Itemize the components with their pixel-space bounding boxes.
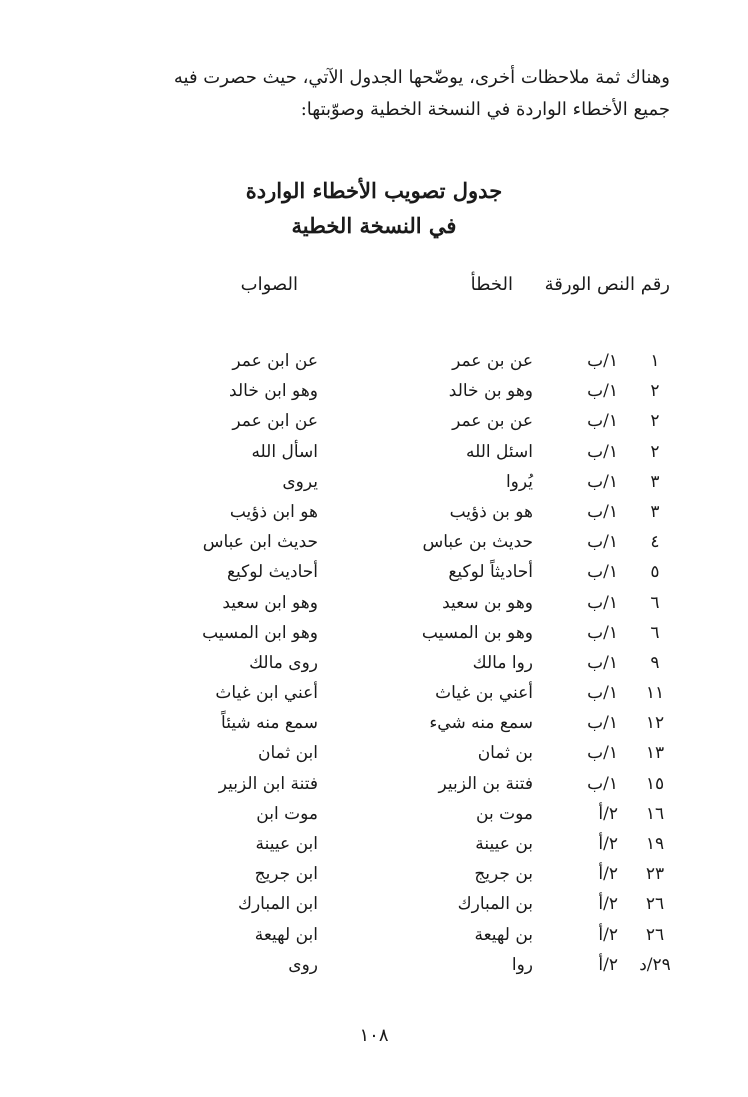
row-leaf: ١/ب	[587, 501, 618, 522]
row-number: ١٦	[645, 803, 665, 824]
table-row	[0, 683, 748, 713]
intro-line-1: وهناك ثمة ملاحظات أخرى، يوضّحها الجدول الآتي، حيث حصرت فيه	[173, 67, 670, 88]
page-number: ١٠٨	[359, 1025, 389, 1046]
row-correction: ابن لهيعة	[254, 924, 318, 945]
row-number: ١٣	[645, 743, 665, 764]
row-correction: ابن ثمان	[257, 743, 318, 764]
row-error: اسئل الله	[465, 441, 533, 462]
row-error: بن لهيعة	[474, 924, 533, 945]
row-leaf: ١/ب	[587, 622, 618, 643]
row-correction: روى مالك	[249, 652, 318, 673]
table-row	[0, 713, 748, 743]
row-number: ٦	[650, 592, 660, 613]
row-leaf: ١/ب	[587, 773, 618, 794]
table-row	[0, 925, 748, 955]
table-row	[0, 442, 748, 472]
row-error: فتنة بن الزبير	[438, 773, 533, 794]
table-row	[0, 955, 748, 985]
table-title	[0, 173, 748, 243]
row-error: روا مالك	[472, 652, 533, 673]
row-leaf: ١/ب	[587, 592, 618, 613]
intro-paragraph	[60, 62, 670, 126]
row-leaf: ١/ب	[587, 532, 618, 553]
table-row	[0, 894, 748, 924]
row-correction: ابن عيينة	[255, 834, 318, 854]
table-row	[0, 562, 748, 592]
row-number: ٦	[650, 622, 660, 643]
row-number: ١١	[645, 683, 665, 704]
row-error: موت بن	[476, 803, 533, 824]
table-row	[0, 653, 748, 683]
row-error: وهو بن المسيب	[421, 622, 533, 643]
row-error: سمع منه شيء	[429, 713, 533, 734]
table-row	[0, 472, 748, 502]
row-leaf: ١/ب	[587, 381, 618, 402]
table-title-line-2: في النسخة الخطية	[291, 213, 457, 238]
row-leaf: ٢/أ	[598, 954, 618, 975]
table-row	[0, 502, 748, 532]
row-error: أعني بن غياث	[435, 683, 533, 704]
intro-line-2: جميع الأخطاء الواردة في النسخة الخطية وصوّبتها:	[300, 99, 670, 120]
table-row	[0, 743, 748, 773]
row-leaf: ٢/أ	[598, 894, 618, 915]
row-number: ٢٩/د	[639, 954, 671, 975]
row-leaf: ١/ب	[587, 713, 618, 734]
table-row	[0, 834, 748, 864]
row-correction: اسأل الله	[251, 441, 318, 462]
row-correction: موت ابن	[256, 803, 318, 824]
row-number: ٤	[650, 532, 660, 553]
table-row	[0, 532, 748, 562]
table-body	[0, 351, 748, 985]
row-number: ١٢	[645, 713, 665, 734]
table-row	[0, 593, 748, 623]
row-number: ٣	[650, 471, 660, 492]
row-error: عن بن عمر	[452, 411, 533, 432]
row-number: ١	[650, 351, 660, 371]
row-error: وهو بن خالد	[448, 381, 533, 402]
row-correction: ابن جريج	[254, 864, 318, 885]
row-leaf: ٢/أ	[598, 834, 618, 854]
row-number: ٣	[650, 501, 660, 522]
row-leaf: ١/ب	[587, 441, 618, 462]
row-error: وهو بن سعيد	[442, 592, 533, 613]
row-error: حديث بن عباس	[422, 532, 533, 553]
row-number: ٥	[650, 562, 660, 583]
row-number: ٢٦	[645, 924, 665, 945]
row-leaf: ١/ب	[587, 411, 618, 432]
header-error: الخطأ	[470, 274, 513, 295]
row-number: ٩	[650, 652, 660, 673]
row-number: ٢	[650, 381, 660, 402]
row-error: روا	[511, 954, 533, 975]
row-leaf: ١/ب	[587, 743, 618, 764]
row-correction: أعني ابن غياث	[215, 683, 318, 704]
row-correction: وهو ابن خالد	[229, 381, 318, 402]
table-title-line-1: جدول تصويب الأخطاء الواردة	[245, 178, 503, 203]
row-number: ١٥	[645, 773, 665, 794]
table-row	[0, 381, 748, 411]
row-error: بن جريج	[474, 864, 533, 885]
row-error: عن بن عمر	[452, 351, 533, 371]
table-row	[0, 411, 748, 441]
table-row	[0, 623, 748, 653]
row-correction: وهو ابن سعيد	[222, 592, 318, 613]
row-correction: ابن المبارك	[237, 894, 318, 915]
row-leaf: ٢/أ	[598, 864, 618, 885]
row-leaf: ١/ب	[587, 351, 618, 371]
row-correction: روى	[288, 954, 318, 975]
row-leaf: ١/ب	[587, 683, 618, 704]
row-leaf: ١/ب	[587, 471, 618, 492]
row-number: ٢	[650, 441, 660, 462]
row-leaf: ١/ب	[587, 562, 618, 583]
table-row	[0, 351, 748, 381]
row-error: بن عيينة	[475, 834, 533, 854]
row-error: بن ثمان	[477, 743, 533, 764]
row-number: ١٩	[645, 834, 665, 854]
row-leaf: ٢/أ	[598, 924, 618, 945]
row-correction: يروى	[282, 471, 318, 492]
table-row	[0, 774, 748, 804]
header-correction: الصواب	[240, 274, 298, 295]
row-correction: هو ابن ذؤيب	[229, 501, 318, 522]
row-correction: فتنة ابن الزبير	[218, 773, 318, 794]
table-header-row	[0, 274, 748, 304]
row-correction: حديث ابن عباس	[202, 532, 318, 553]
row-correction: عن ابن عمر	[232, 411, 318, 432]
row-error: أحاديثاً لوكيع	[448, 562, 533, 583]
row-error: بن المبارك	[457, 894, 533, 915]
row-error: يُروا	[505, 471, 533, 492]
table-row	[0, 804, 748, 834]
row-correction: عن ابن عمر	[232, 351, 318, 371]
row-correction: سمع منه شيئاً	[221, 713, 318, 734]
row-correction: أحاديث لوكيع	[226, 562, 318, 583]
header-number-leaf: رقم النص الورقة	[544, 274, 670, 295]
table-row	[0, 864, 748, 894]
row-number: ٢	[650, 411, 660, 432]
row-leaf: ١/ب	[587, 652, 618, 673]
row-correction: وهو ابن المسيب	[202, 622, 318, 643]
row-error: هو بن ذؤيب	[449, 501, 533, 522]
row-number: ٢٦	[645, 894, 665, 915]
row-number: ٢٣	[645, 864, 665, 885]
row-leaf: ٢/أ	[598, 803, 618, 824]
